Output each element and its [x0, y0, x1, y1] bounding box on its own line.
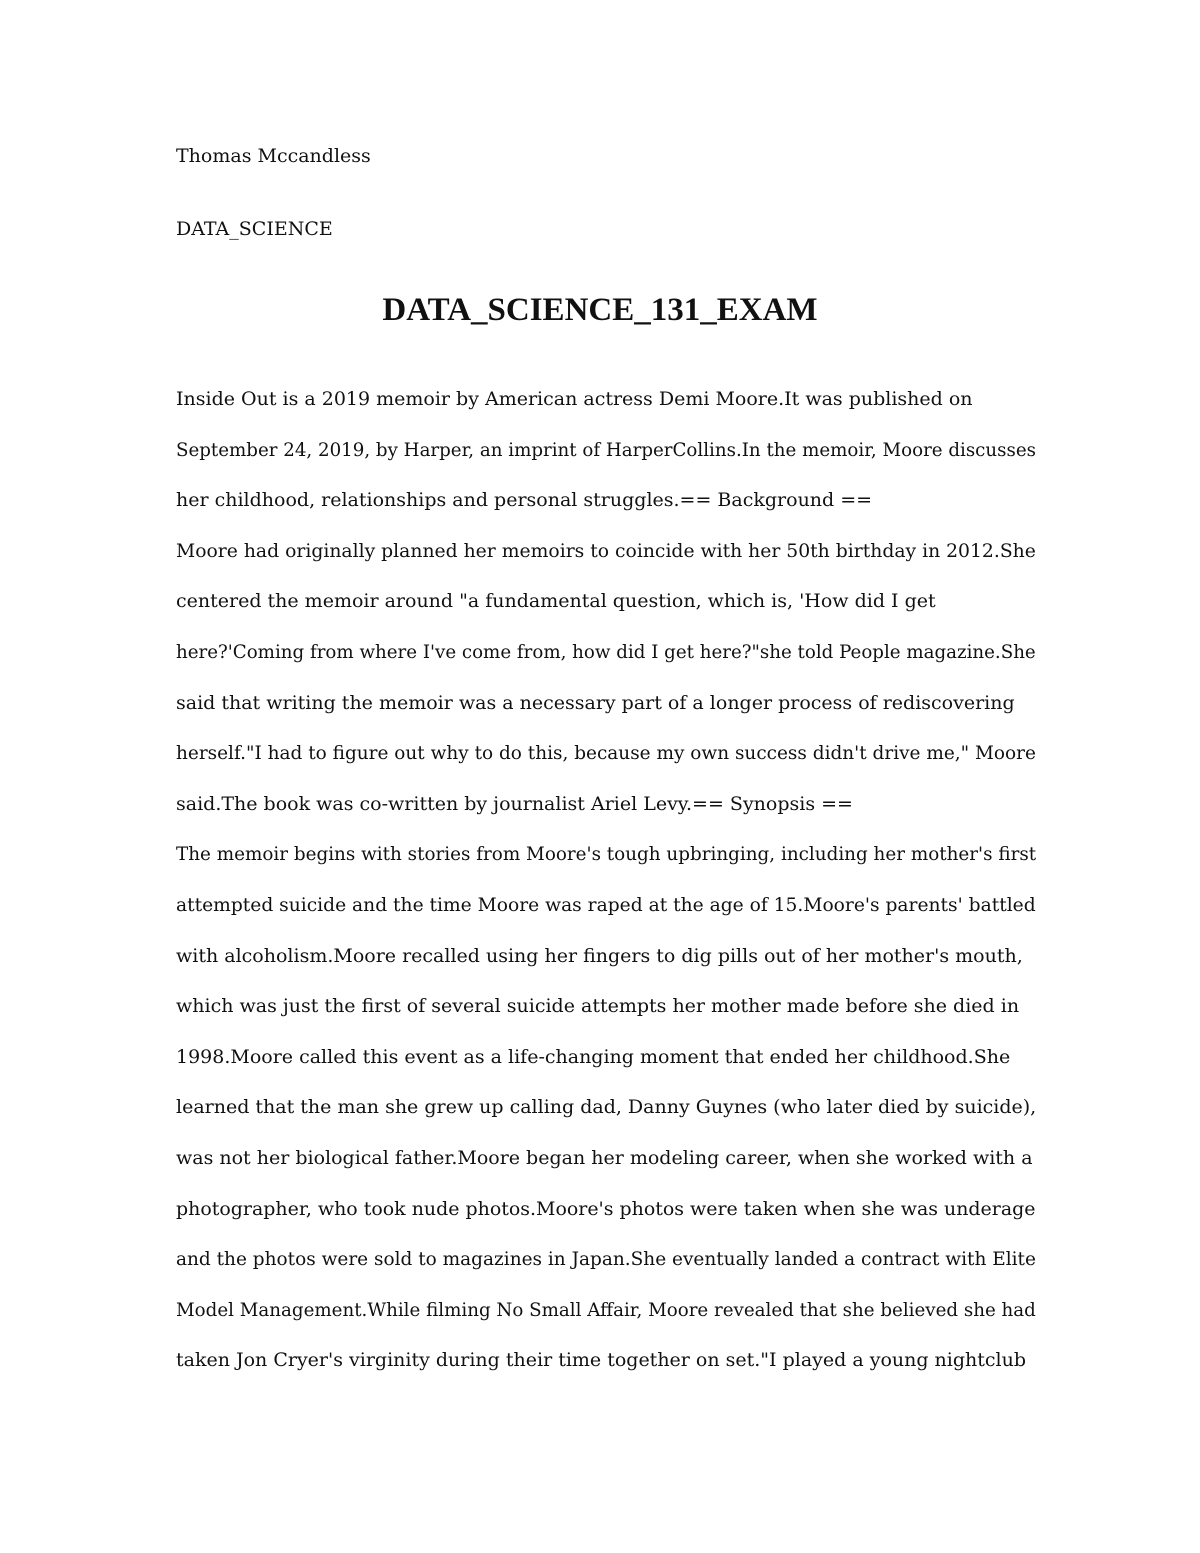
text-line: attempted suicide and the time Moore was raped at the age of 15.Moore's parents' battled — [176, 893, 1036, 916]
body-text — [176, 384, 1036, 1396]
text-line: Moore had originally planned her memoirs to coincide with her 50th birthday in 2012.She — [176, 539, 1036, 562]
text-line: with alcoholism.Moore recalled using her fingers to dig pills out of her mother's mouth, — [176, 944, 1023, 967]
document-title: DATA_SCIENCE_131_EXAM — [382, 292, 818, 328]
text-line: herself."I had to figure out why to do this, because my own success didn't drive me," Moore — [176, 742, 1036, 765]
text-line: Model Management.While filming No Small Affair, Moore revealed that she believed she had — [176, 1298, 1036, 1321]
text-line: Inside Out is a 2019 memoir by American actress Demi Moore.It was published on — [176, 388, 973, 410]
text-line: and the photos were sold to magazines in Japan.She eventually landed a contract with Elite — [176, 1248, 1036, 1271]
text-line: which was just the first of several suicide attempts her mother made before she died in — [176, 995, 1020, 1018]
text-line: September 24, 2019, by Harper, an imprint of HarperCollins.In the memoir, Moore discusses — [176, 438, 1036, 461]
text-line: centered the memoir around "a fundamental question, which is, 'How did I get — [176, 590, 936, 613]
course-name: DATA_SCIENCE — [176, 218, 333, 240]
text-line: said that writing the memoir was a necessary part of a longer process of rediscovering — [176, 691, 1015, 714]
text-line: was not her biological father.Moore began her modeling career, when she worked with a — [176, 1146, 1033, 1169]
text-line: photographer, who took nude photos.Moore's photos were taken when she was underage — [176, 1197, 1036, 1220]
text-line: 1998.Moore called this event as a life-changing moment that ended her childhood.She — [176, 1045, 1011, 1068]
text-line: her childhood, relationships and personal struggles.== Background == — [176, 489, 873, 512]
text-line: here?'Coming from where I've come from, how did I get here?"she told People magazine.She — [176, 640, 1036, 663]
text-line: taken Jon Cryer's virginity during their time together on set."I played a young nightclub — [176, 1349, 1027, 1372]
text-line: The memoir begins with stories from Moore's tough upbringing, including her mother's first — [176, 843, 1037, 866]
author-name: Thomas Mccandless — [176, 145, 371, 167]
text-line: said.The book was co-written by journalist Ariel Levy.== Synopsis == — [176, 792, 853, 815]
text-line: learned that the man she grew up calling dad, Danny Guynes (who later died by suicide), — [176, 1096, 1037, 1119]
